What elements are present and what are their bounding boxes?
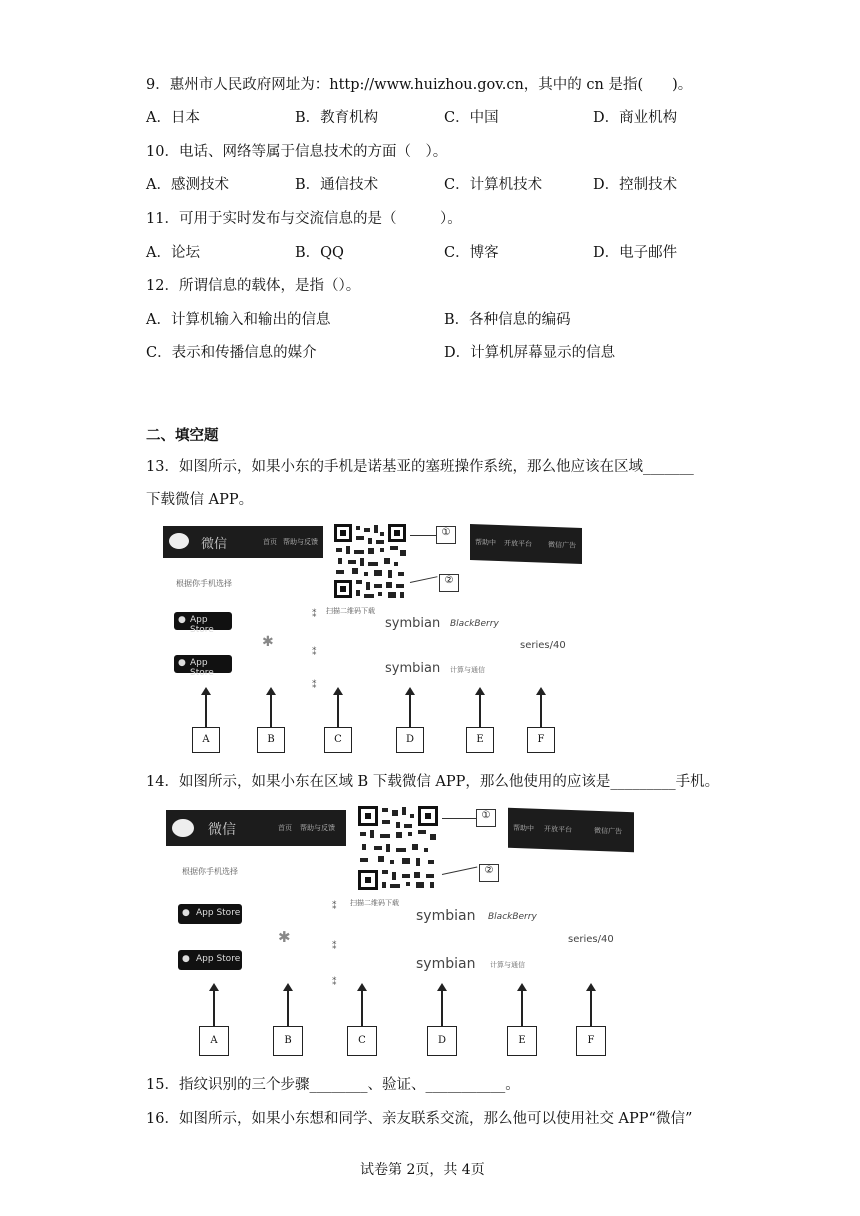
qr-caption-2: 扫描二维码下载 [350,899,399,907]
symbian-logo-4: symbian [416,956,476,972]
wechat-brand-2: 微信 [208,822,236,838]
small-glyph-5: ⁑ [332,942,337,952]
q9-option-d: D．商业机构 [593,110,678,126]
right-nav-help-2: 帮助中 [513,823,534,833]
arrow-e-2 [521,990,523,1026]
qr-caption: 扫描二维码下载 [326,607,375,615]
right-nav-ads: 微信广告 [548,540,576,550]
right-nav-open-2: 开放平台 [544,825,572,835]
app-store-label-1: App Store [190,615,214,635]
blackberry-logo: BlackBerry [450,619,499,629]
android-robot-icon: ✱ [262,634,274,650]
q11-stem: 11．可用于实时发布与交流信息的是（ ）。 [146,211,462,227]
symbian-logo-2: symbian [385,661,441,676]
figure-wechat-download-1 [160,518,590,758]
q13-stem-line1: 13．如图所示，如果小东的手机是诺基亚的塞班操作系统，那么他应该在区域_______ [146,459,694,475]
marker1-pointer [410,535,436,536]
nav-help: 帮助与反馈 [283,538,318,546]
q10-option-d: D．控制技术 [593,177,678,193]
q9-option-c: C．中国 [444,110,499,126]
wechat-brand: 微信 [201,537,228,552]
q12-option-d: D．计算机屏幕显示的信息 [444,345,616,361]
apple-icon: ● [178,615,186,625]
marker1-pointer-2 [442,818,476,819]
app-store-button-3[interactable] [178,904,242,924]
choose-platform-text: 根据你手机选择 [176,579,232,588]
marker-1: ① [436,526,456,544]
small-glyph-3: ⁑ [312,681,317,691]
region-box-b-2: B [273,1026,303,1056]
wechat-header-bar-2 [166,810,346,846]
q11-option-d: D．电子邮件 [593,245,678,261]
wechat-logo-icon [172,819,194,837]
q16-stem: 16．如图所示，如果小东想和同学、亲友联系交流，那么他可以使用社交 APP“微信” [146,1111,693,1127]
symbian-logo-1: symbian [385,616,441,631]
q9-option-a: A．日本 [146,110,200,126]
apple-icon: ● [182,908,190,918]
region-box-e-2: E [507,1026,537,1056]
q11-option-c: C．博客 [444,245,499,261]
q14-stem: 14．如图所示，如果小东在区域 B 下载微信 APP，那么他使用的应该是_________手机。 [146,774,720,790]
q9-option-b: B．教育机构 [295,110,379,126]
nav-home-2: 首页 [278,824,292,832]
region-box-e: E [466,727,494,753]
region-box-d: D [396,727,424,753]
arrow-f-2 [590,990,592,1026]
region-box-a-2: A [199,1026,229,1056]
region-box-f-2: F [576,1026,606,1056]
qr-code-icon-2 [356,804,440,894]
q13-stem-line2: 下载微信 APP。 [146,492,254,508]
nav-help-2: 帮助与反馈 [300,824,335,832]
arrow-b [270,694,272,728]
marker-2-2: ② [479,864,499,882]
arrow-b-2 [287,990,289,1026]
arrow-a [205,694,207,728]
arrow-f [540,694,542,728]
choose-platform-text-2: 根据你手机选择 [182,867,238,876]
sub-small-text-2: 计算与通信 [490,961,525,969]
marker-2: ② [439,574,459,592]
q10-option-c: C．计算机技术 [444,177,543,193]
series40-logo: series/40 [520,640,566,651]
right-nav-bar-2 [508,808,634,852]
sub-small-text: 计算与通信 [450,666,485,674]
app-store-label-3: App Store [196,908,241,918]
app-store-label-2: App Store [190,658,214,678]
marker2-pointer-2 [442,867,477,875]
page-footer: 试卷第 2页，共 4页 [360,1162,485,1178]
marker-1-2: ① [476,809,496,827]
app-store-button-4[interactable] [178,950,242,970]
q15-stem: 15．指纹识别的三个步骤________、验证、___________。 [146,1077,520,1093]
marker2-pointer [410,576,438,583]
small-glyph-6: ⁑ [332,978,337,988]
arrow-c-2 [361,990,363,1026]
region-box-a: A [192,727,220,753]
q12-option-c: C．表示和传播信息的媒介 [146,345,317,361]
wechat-header-bar [163,526,323,558]
qr-code-icon [332,522,408,602]
arrow-d-2 [441,990,443,1026]
android-robot-icon-2: ✱ [278,928,291,946]
series40-logo-2: series/40 [568,934,614,945]
region-box-f: F [527,727,555,753]
small-glyph-2: ⁑ [312,648,317,658]
arrow-e [479,694,481,728]
small-glyph-1: ⁑ [312,610,317,620]
q12-option-a: A．计算机输入和输出的信息 [146,312,331,328]
wechat-logo-icon [169,533,189,549]
right-nav-help: 帮助中 [475,538,496,547]
figure-wechat-download-2 [164,800,648,1062]
region-box-c: C [324,727,352,753]
q11-option-b: B．QQ [295,245,344,261]
q12-stem: 12．所谓信息的载体，是指（）。 [146,278,361,294]
section-title-fill-in: 二、填空题 [146,428,219,444]
app-store-button-1[interactable] [174,612,232,635]
q10-option-b: B．通信技术 [295,177,379,193]
region-box-b: B [257,727,285,753]
apple-icon: ● [178,658,186,668]
nav-home: 首页 [263,538,277,546]
right-nav-open: 开放平台 [504,539,532,549]
arrow-c [337,694,339,728]
app-store-label-4: App Store [196,954,241,964]
arrow-a-2 [213,990,215,1026]
symbian-logo-3: symbian [416,908,476,924]
apple-icon: ● [182,954,190,964]
right-nav-ads-2: 微信广告 [594,826,622,836]
arrow-d [409,694,411,728]
app-store-button-2[interactable] [174,655,232,678]
blackberry-logo-2: BlackBerry [488,912,537,922]
q10-option-a: A．感测技术 [146,177,229,193]
region-box-c-2: C [347,1026,377,1056]
right-nav-bar [470,524,582,564]
region-box-d-2: D [427,1026,457,1056]
small-glyph-4: ⁑ [332,902,337,912]
q11-option-a: A．论坛 [146,245,200,261]
q9-stem: 9．惠州市人民政府网址为：http://www.huizhou.gov.cn，其中的 cn 是指( )。 [146,77,693,93]
q12-option-b: B．各种信息的编码 [444,312,571,328]
q10-stem: 10．电话、网络等属于信息技术的方面（ ）。 [146,144,448,160]
